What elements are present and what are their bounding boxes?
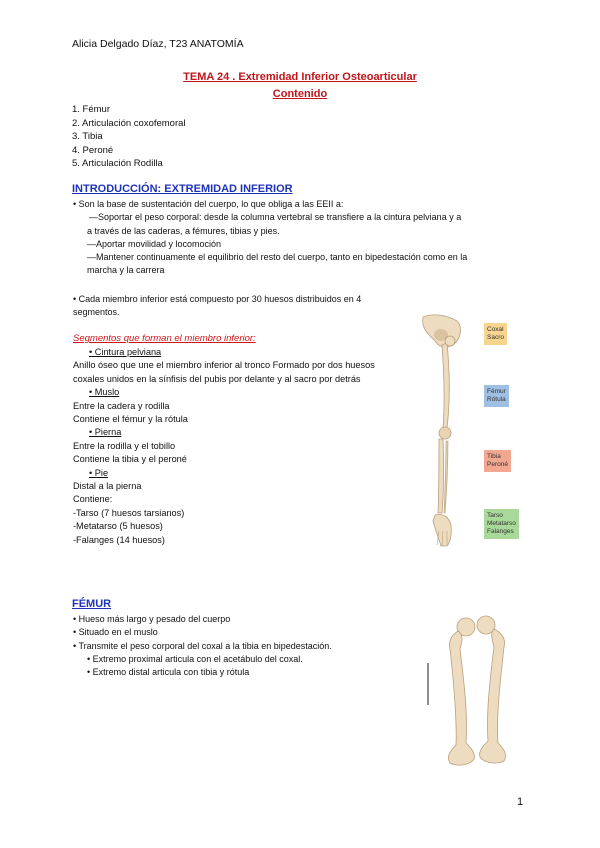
table-of-contents — [72, 103, 186, 171]
segments-list — [73, 346, 413, 547]
toc-item: 2. Articulación coxofemoral — [72, 117, 186, 129]
segments-title: Segmentos que forman el miembro inferior: — [73, 333, 256, 344]
label-coxal-sacro: Coxal Sacro — [484, 323, 507, 345]
intro-line: —Soportar el peso corporal: desde la columna vertebral se transfiere a la cintura pelviana y a — [89, 212, 462, 223]
intro-heading: INTRODUCCIÓN: EXTREMIDAD INFERIOR — [72, 183, 293, 195]
segment-line: -Tarso (7 huesos tarsianos) — [73, 507, 185, 518]
intro-line: a través de las caderas, a fémures, tibias y pies. — [87, 225, 280, 236]
segment-label-muslo: • Muslo — [89, 387, 120, 398]
label-tibia-perone: Tibia Peroné — [484, 450, 511, 472]
intro-line: —Mantener continuamente el equilibrio del resto del cuerpo, tanto en bipedestación como en la — [87, 252, 468, 263]
intro-line: segmentos. — [73, 307, 120, 318]
femur-bullet: • Transmite el peso corporal del coxal a la tibia en bipedestación. — [73, 640, 332, 651]
intro-paragraph — [73, 198, 533, 278]
toc-item: 3. Tibia — [72, 131, 103, 142]
intro-line: —Aportar movilidad y locomoción — [87, 238, 222, 249]
femur-bullets — [73, 613, 413, 679]
lower-limb-skeleton-figure — [417, 313, 529, 548]
toc-item: 4. Peroné — [72, 144, 114, 156]
femur-sub-bullet: • Extremo distal articula con tibia y rótula — [87, 667, 250, 678]
segment-line: Entre la rodilla y el tobillo — [73, 440, 176, 451]
page-title: TEMA 24 . Extremidad Inferior Osteoarticular — [183, 71, 417, 83]
segment-line: Anillo óseo que une el miembro inferior al tronco Formado por dos huesos — [73, 360, 375, 371]
page-subtitle: Contenido — [272, 88, 328, 100]
segment-line: Entre la cadera y rodilla — [73, 400, 170, 411]
segment-line: -Metatarso (5 huesos) — [73, 521, 163, 532]
intro-line: • Son la base de sustentación del cuerpo, lo que obliga a las EEII a: — [73, 199, 344, 209]
femur-sub-bullet: • Extremo proximal articula con el acetábulo del coxal. — [87, 653, 303, 664]
intro-line: marcha y la carrera — [87, 265, 165, 276]
segment-label-pie: • Pie — [89, 467, 109, 478]
segment-line: Distal a la pierna — [73, 481, 142, 492]
toc-item: 1. Fémur — [72, 104, 111, 115]
segment-line: coxales unidos en la sínfisis del pubis por delante y al sacro por detrás — [73, 373, 361, 384]
segment-line: -Falanges (14 huesos) — [73, 534, 165, 545]
femur-bullet: • Situado en el muslo — [73, 627, 158, 638]
segment-line: Contiene la tibia y el peroné — [73, 454, 187, 465]
segment-label-pierna: • Pierna — [89, 427, 122, 438]
femur-heading: FÉMUR — [72, 598, 112, 610]
segment-line: Contiene: — [73, 494, 113, 505]
label-tarso-metatarso: Tarso Metatarso Falanges — [484, 509, 519, 539]
segment-line: Contiene el fémur y la rótula — [73, 414, 188, 425]
intro-line: • Cada miembro inferior está compuesto por 30 huesos distribuidos en 4 — [73, 294, 362, 304]
document-header: Alicia Delgado Díaz, T23 ANATOMÍA — [72, 38, 244, 50]
page-number: 1 — [517, 796, 524, 808]
femur-bone-figure — [424, 605, 529, 770]
segment-label-cintura: • Cintura pelviana — [89, 347, 162, 357]
intro-paragraph-2 — [73, 293, 413, 320]
femur-illustration — [424, 605, 529, 770]
toc-item: 5. Articulación Rodilla — [72, 158, 163, 169]
label-femur-rotula: Fémur Rótula — [484, 385, 509, 407]
femur-bullet: • Hueso más largo y pesado del cuerpo — [73, 614, 231, 624]
